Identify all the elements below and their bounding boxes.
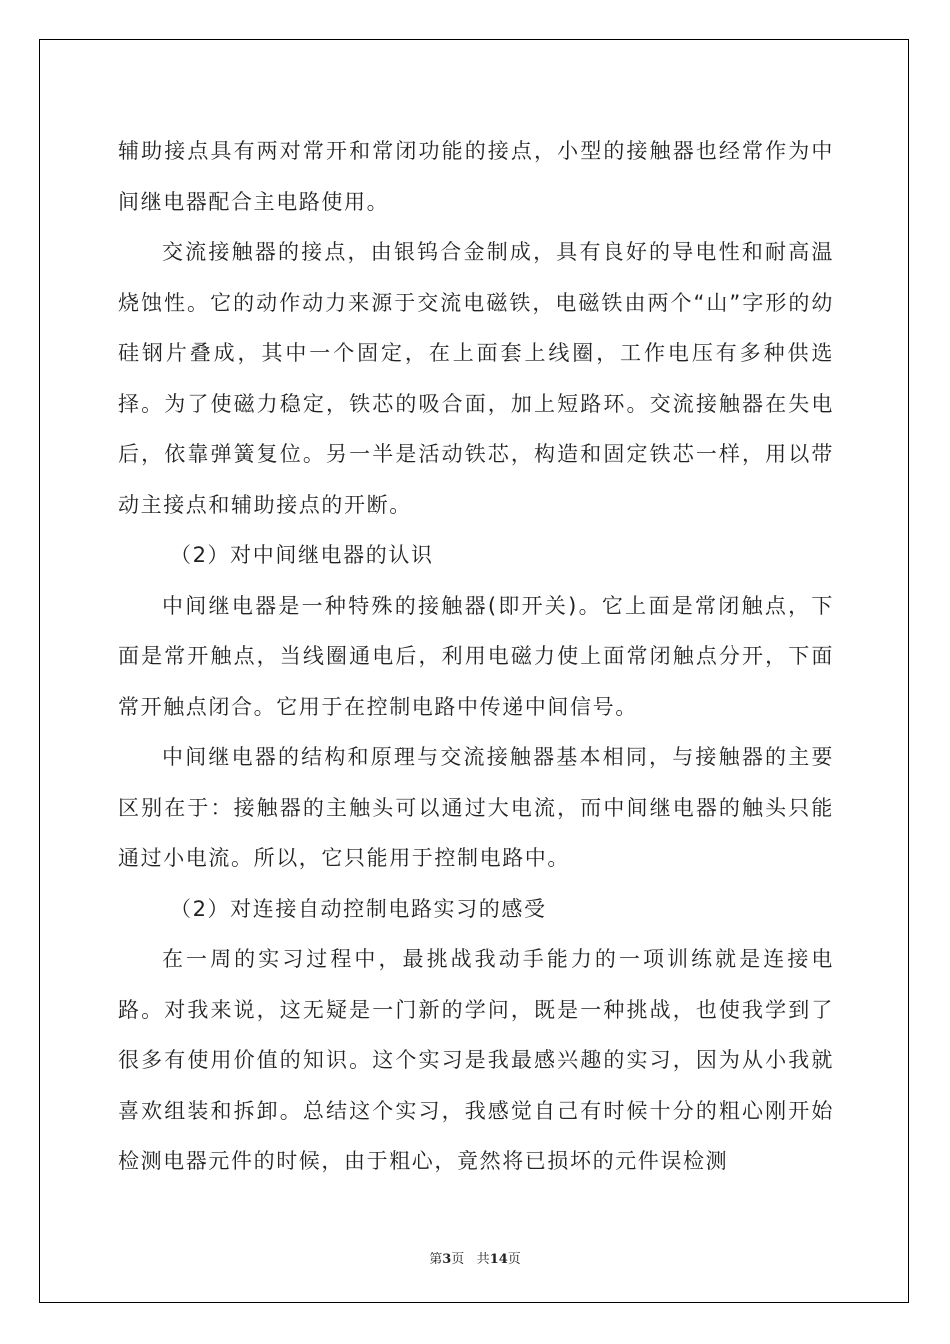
page-footer — [0, 1248, 950, 1267]
total-unit: 页 — [507, 1252, 521, 1267]
section-heading-relay: （2）对中间继电器的认识 — [170, 543, 434, 567]
page-prefix: 第 — [429, 1252, 443, 1267]
paragraph-ac-contactor: 交流接触器的接点，由银钨合金制成，具有良好的导电性和耐高温烧蚀性。它的动作动力来源于交流电磁铁，电磁铁由两个“山”字形的幼硅钢片叠成，其中一个固定，在上面套上线圈，工作电压有多种供选择。为了使磁力稳定，铁芯的吸合面，加上短路环。交流接触器在失电后，依靠弹簧复位。另一半是活动铁芯，构造和固定铁芯一样，用以带动主接点和辅助接点的开断。 — [118, 240, 834, 517]
paragraph-continuation: 辅助接点具有两对常开和常闭功能的接点，小型的接触器也经常作为中间继电器配合主电路使用。 — [118, 139, 834, 214]
total-prefix: 共 — [476, 1252, 490, 1267]
document-body — [118, 126, 834, 1187]
paragraph-relay-difference: 中间继电器的结构和原理与交流接触器基本相同，与接触器的主要区别在于：接触器的主触头可以通过大电流，而中间继电器的触头只能通过小电流。所以，它只能用于控制电路中。 — [118, 745, 834, 870]
page-unit: 页 — [451, 1252, 465, 1267]
page-total: 14 — [489, 1252, 508, 1267]
section-heading-practice: （2）对连接自动控制电路实习的感受 — [170, 896, 547, 921]
paragraph-practice-reflection: 在一周的实习过程中，最挑战我动手能力的一项训练就是连接电路。对我来说，这无疑是一门新的学问，既是一种挑战，也使我学到了很多有使用价值的知识。这个实习是我最感兴趣的实习，因为从小我就喜欢组装和拆卸。总结这个实习，我感觉自己有时候十分的粗心刚开始检测电器元件的时候，由于粗心，竟然将已损坏的元件误检测 — [118, 947, 834, 1173]
page-current: 3 — [442, 1252, 452, 1267]
paragraph-relay-definition: 中间继电器是一种特殊的接触器(即开关)。它上面是常闭触点，下面是常开触点，当线圈通电后，利用电磁力使上面常闭触点分开，下面常开触点闭合。它用于在控制电路中传递中间信号。 — [118, 593, 834, 719]
